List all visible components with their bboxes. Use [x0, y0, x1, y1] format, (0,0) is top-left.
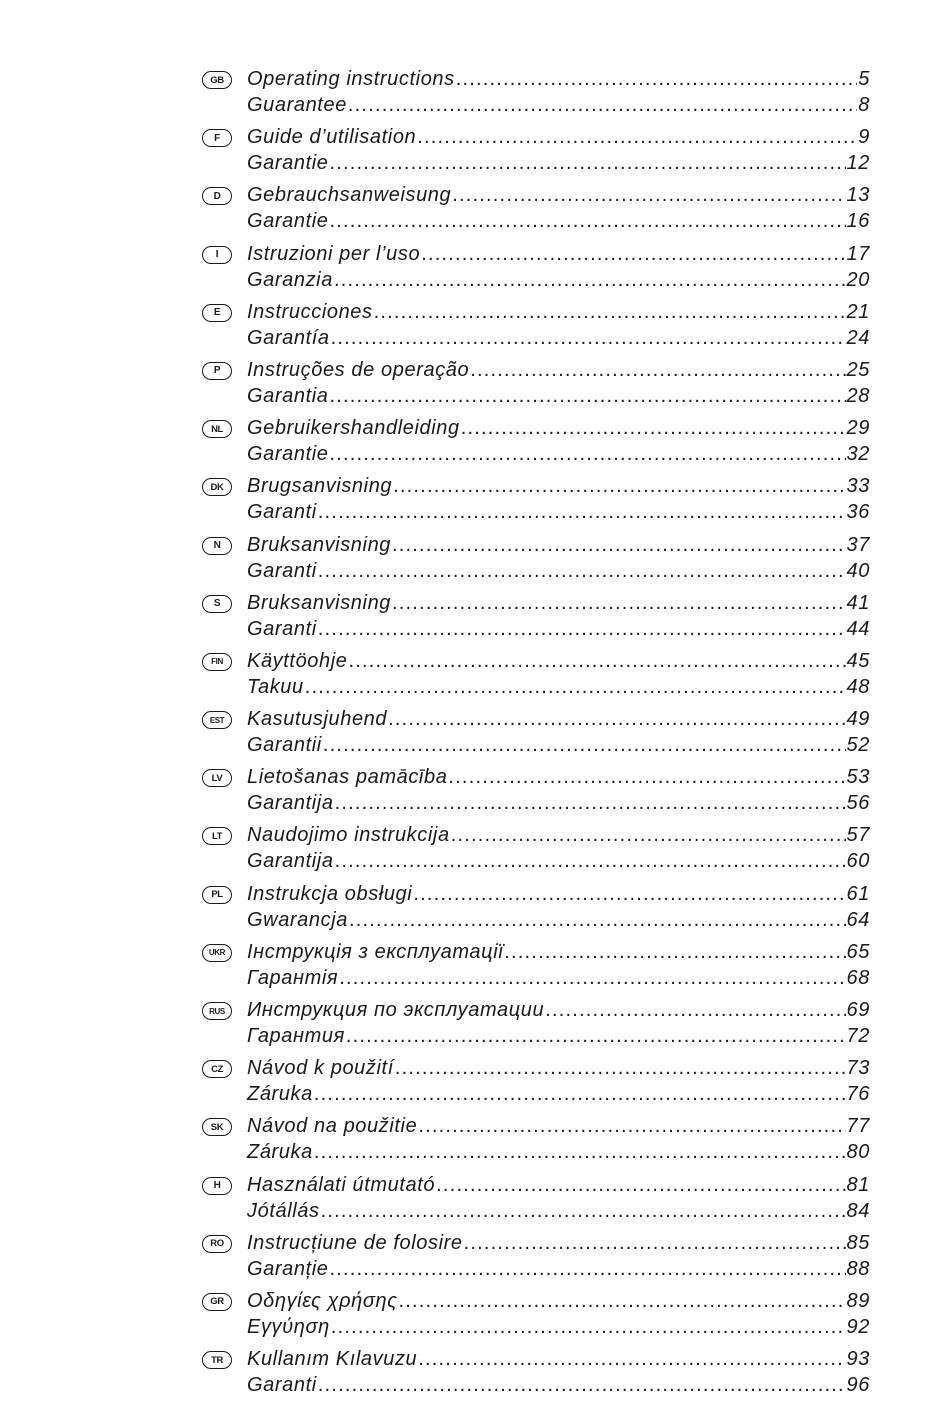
language-badge: DK	[202, 478, 232, 496]
guarantee-title: Záruka	[247, 1141, 313, 1164]
guarantee-line[interactable]	[247, 792, 870, 818]
guarantee-title: Garantii	[247, 734, 322, 757]
instructions-title: Használati útmutató	[247, 1173, 436, 1196]
instructions-page-number: 5	[858, 68, 870, 90]
instructions-page-number: 69	[846, 999, 870, 1021]
instructions-title: Návod na použitie	[247, 1115, 418, 1138]
dot-leader	[392, 534, 846, 557]
guarantee-page-number: 56	[846, 792, 870, 815]
instructions-title: Gebruikershandleiding	[247, 417, 460, 440]
guarantee-line[interactable]	[247, 909, 870, 935]
instructions-title: Інструкція з експлуатації	[247, 940, 504, 963]
guarantee-title: Gwarancja	[247, 908, 348, 931]
guarantee-page-number: 60	[846, 850, 870, 873]
dot-leader	[335, 792, 846, 815]
instructions-page-number: 81	[846, 1173, 870, 1196]
language-badge: LT	[202, 827, 232, 845]
dot-leader	[374, 301, 846, 324]
dot-leader	[395, 1057, 846, 1080]
guarantee-line[interactable]	[247, 501, 870, 527]
guarantee-page-number: 32	[846, 443, 870, 466]
guarantee-title: Guarantee	[247, 94, 347, 116]
instructions-line[interactable]	[247, 708, 870, 734]
guarantee-title: Garantía	[247, 326, 330, 349]
instructions-line[interactable]	[247, 359, 870, 385]
language-badge: S	[202, 595, 232, 613]
instructions-line[interactable]	[247, 1348, 870, 1374]
toc-entry	[200, 706, 870, 764]
instructions-page-number: 21	[846, 300, 870, 323]
instructions-line[interactable]	[247, 475, 870, 501]
dot-leader	[339, 967, 845, 990]
guarantee-page-number: 76	[846, 1083, 870, 1106]
language-badge: UKR	[202, 944, 232, 962]
instructions-title: Kullanım Kılavuzu	[247, 1348, 418, 1371]
dot-leader	[393, 475, 845, 498]
dot-leader	[448, 766, 845, 789]
language-badge: N	[202, 537, 232, 555]
dot-leader	[349, 650, 846, 673]
guarantee-page-number: 8	[858, 94, 870, 116]
instructions-page-number: 61	[846, 882, 870, 905]
dot-leader	[330, 210, 846, 233]
language-badge: PL	[202, 886, 232, 904]
dot-leader	[318, 618, 846, 641]
guarantee-page-number: 72	[846, 1025, 870, 1047]
instructions-title: Instrukcja obsługi	[247, 882, 413, 905]
guarantee-line[interactable]	[247, 1200, 870, 1226]
instructions-line[interactable]	[247, 650, 870, 676]
instructions-title: Gebrauchsanweisung	[247, 184, 452, 207]
dot-leader	[451, 824, 846, 847]
guarantee-title: Garantija	[247, 850, 334, 873]
language-badge: I	[202, 246, 232, 264]
instructions-title: Návod k použití	[247, 1057, 394, 1080]
instructions-page-number: 29	[846, 417, 870, 440]
table-of-contents	[200, 66, 870, 1404]
language-badge: EST	[202, 711, 232, 729]
instructions-title: Brugsanvisning	[247, 475, 393, 498]
guarantee-page-number: 36	[846, 501, 870, 524]
guarantee-title: Garanzia	[247, 268, 333, 291]
instructions-line[interactable]	[247, 999, 870, 1025]
toc-entry	[200, 124, 870, 182]
instructions-page-number: 85	[846, 1231, 870, 1254]
guarantee-line[interactable]	[247, 1316, 870, 1342]
instructions-page-number: 9	[858, 126, 870, 149]
toc-entry	[200, 1172, 870, 1230]
guarantee-page-number: 64	[846, 908, 870, 931]
instructions-page-number: 53	[846, 766, 870, 789]
guarantee-page-number: 28	[846, 384, 870, 407]
toc-entry	[200, 473, 870, 531]
guarantee-title: Takuu	[247, 675, 304, 698]
instructions-line[interactable]	[247, 883, 870, 909]
guarantee-line[interactable]	[247, 385, 870, 411]
dot-leader	[436, 1174, 845, 1197]
dot-leader	[314, 1083, 846, 1106]
instructions-line[interactable]	[247, 417, 870, 443]
language-badge: F	[202, 129, 232, 147]
guarantee-title: Záruka	[247, 1083, 313, 1106]
instructions-line[interactable]	[247, 1174, 870, 1200]
instructions-page-number: 45	[846, 649, 870, 672]
instructions-title: Guide d’utilisation	[247, 126, 417, 149]
instructions-title: Operating instructions	[247, 68, 455, 90]
language-badge: NL	[202, 420, 232, 438]
guarantee-page-number: 16	[846, 210, 870, 233]
instructions-page-number: 65	[846, 940, 870, 963]
toc-entry	[200, 415, 870, 473]
language-badge: FIN	[202, 653, 232, 671]
toc-entry	[200, 1113, 870, 1171]
instructions-line[interactable]	[247, 126, 870, 152]
dot-leader	[314, 1141, 846, 1164]
dot-leader	[413, 883, 845, 906]
toc-entry	[200, 299, 870, 357]
guarantee-title: Garantie	[247, 443, 329, 466]
guarantee-title: Εγγύηση	[247, 1315, 330, 1338]
language-badge: GB	[202, 71, 232, 89]
instructions-title: Käyttöohje	[247, 649, 348, 672]
toc-entry	[200, 590, 870, 648]
language-badge: E	[202, 304, 232, 322]
instructions-page-number: 49	[846, 708, 870, 731]
toc-entry	[200, 997, 870, 1055]
instructions-line[interactable]	[247, 68, 870, 94]
guarantee-line[interactable]	[247, 327, 870, 353]
dot-leader	[331, 1316, 846, 1339]
instructions-title: Lietošanas pamācība	[247, 766, 448, 789]
instructions-title: Istruzioni per l’uso	[247, 242, 421, 265]
guarantee-line[interactable]	[247, 1374, 870, 1400]
instructions-title: Bruksanvisning	[247, 591, 392, 614]
instructions-page-number: 89	[846, 1289, 870, 1312]
instructions-title: Kasutusjuhend	[247, 708, 388, 731]
dot-leader	[452, 184, 845, 207]
guarantee-page-number: 88	[846, 1257, 870, 1280]
dot-leader	[331, 327, 846, 350]
guarantee-line[interactable]	[247, 967, 870, 993]
toc-entry	[200, 1230, 870, 1288]
instructions-line[interactable]	[247, 1115, 870, 1141]
instructions-title: Οδηγίες χρήσης	[247, 1289, 398, 1312]
guarantee-line[interactable]	[247, 443, 870, 469]
instructions-page-number: 37	[846, 533, 870, 556]
guarantee-line[interactable]	[247, 850, 870, 876]
language-badge: H	[202, 1177, 232, 1195]
dot-leader	[348, 94, 857, 117]
guarantee-page-number: 24	[846, 326, 870, 349]
guarantee-page-number: 84	[846, 1199, 870, 1222]
instructions-line[interactable]	[247, 1290, 870, 1316]
instructions-line[interactable]	[247, 766, 870, 792]
guarantee-title: Garanti	[247, 559, 317, 582]
guarantee-line[interactable]	[247, 618, 870, 644]
instructions-page-number: 17	[846, 242, 870, 265]
language-badge: GR	[202, 1293, 232, 1311]
dot-leader	[392, 592, 846, 615]
dot-leader	[335, 850, 846, 873]
guarantee-line[interactable]	[247, 1258, 870, 1284]
dot-leader	[330, 1258, 846, 1281]
guarantee-line[interactable]	[247, 1141, 870, 1167]
guarantee-line[interactable]	[247, 1083, 870, 1109]
dot-leader	[504, 941, 845, 964]
language-badge: TR	[202, 1351, 232, 1369]
dot-leader	[399, 1290, 846, 1313]
guarantee-page-number: 92	[846, 1315, 870, 1338]
dot-leader	[349, 909, 846, 932]
instructions-line[interactable]	[247, 941, 870, 967]
toc-entry	[200, 881, 870, 939]
dot-leader	[346, 1025, 846, 1048]
toc-entry	[200, 532, 870, 590]
guarantee-line[interactable]	[247, 734, 870, 760]
instructions-title: Naudojimo instrukcija	[247, 824, 450, 847]
guarantee-title: Jótállás	[247, 1199, 320, 1222]
guarantee-line[interactable]	[247, 94, 870, 120]
instructions-line[interactable]	[247, 824, 870, 850]
dot-leader	[461, 417, 846, 440]
guarantee-line[interactable]	[247, 210, 870, 236]
dot-leader	[305, 676, 846, 699]
dot-leader	[421, 243, 845, 266]
language-badge: RUS	[202, 1002, 232, 1020]
toc-entry	[200, 939, 870, 997]
instructions-line[interactable]	[247, 1057, 870, 1083]
toc-entry	[200, 1346, 870, 1404]
guarantee-line[interactable]	[247, 269, 870, 295]
language-badge: CZ	[202, 1060, 232, 1078]
instructions-page-number: 25	[846, 358, 870, 381]
dot-leader	[330, 385, 846, 408]
dot-leader	[330, 443, 846, 466]
dot-leader	[545, 999, 845, 1022]
dot-leader	[318, 501, 846, 524]
toc-entry	[200, 241, 870, 299]
dot-leader	[470, 359, 845, 382]
toc-entry	[200, 1288, 870, 1346]
language-badge: P	[202, 362, 232, 380]
instructions-page-number: 77	[846, 1115, 870, 1138]
instructions-title: Bruksanvisning	[247, 533, 392, 556]
toc-entry	[200, 182, 870, 240]
guarantee-title: Garantija	[247, 792, 334, 815]
instructions-line[interactable]	[247, 301, 870, 327]
guarantee-page-number: 96	[846, 1374, 870, 1397]
toc-entry	[200, 1055, 870, 1113]
dot-leader	[323, 734, 846, 757]
guarantee-title: Garantia	[247, 384, 329, 407]
instructions-title: Instruções de operação	[247, 358, 470, 381]
guarantee-title: Гарантия	[247, 1025, 345, 1047]
guarantee-page-number: 80	[846, 1141, 870, 1164]
instructions-page-number: 33	[846, 475, 870, 498]
dot-leader	[464, 1232, 846, 1255]
dot-leader	[417, 126, 857, 149]
dot-leader	[321, 1200, 846, 1223]
language-badge: LV	[202, 769, 232, 787]
instructions-page-number: 73	[846, 1057, 870, 1080]
guarantee-line[interactable]	[247, 560, 870, 586]
instructions-page-number: 57	[846, 824, 870, 847]
dot-leader	[418, 1115, 845, 1138]
guarantee-line[interactable]	[247, 676, 870, 702]
guarantee-title: Garanție	[247, 1257, 329, 1280]
dot-leader	[334, 269, 846, 292]
guarantee-title: Garanti	[247, 617, 317, 640]
instructions-line[interactable]	[247, 243, 870, 269]
guarantee-page-number: 52	[846, 734, 870, 757]
instructions-page-number: 41	[846, 591, 870, 614]
language-badge: RO	[202, 1235, 232, 1253]
dot-leader	[388, 708, 845, 731]
guarantee-title: Garanti	[247, 501, 317, 524]
guarantee-page-number: 40	[846, 559, 870, 582]
instructions-title: Instrucțiune de folosire	[247, 1231, 463, 1254]
guarantee-page-number: 12	[846, 152, 870, 175]
guarantee-page-number: 20	[846, 268, 870, 291]
guarantee-title: Garanti	[247, 1374, 317, 1397]
guarantee-page-number: 68	[846, 966, 870, 989]
guarantee-title: Garantie	[247, 152, 329, 175]
guarantee-page-number: 44	[846, 617, 870, 640]
instructions-line[interactable]	[247, 534, 870, 560]
dot-leader	[418, 1348, 845, 1371]
toc-entry	[200, 648, 870, 706]
instructions-page-number: 93	[846, 1348, 870, 1371]
toc-entry	[200, 822, 870, 880]
dot-leader	[318, 560, 846, 583]
guarantee-page-number: 48	[846, 675, 870, 698]
toc-entry	[200, 66, 870, 124]
instructions-line[interactable]	[247, 592, 870, 618]
guarantee-line[interactable]	[247, 152, 870, 178]
guarantee-line[interactable]	[247, 1025, 870, 1051]
guarantee-title: Garantie	[247, 210, 329, 233]
instructions-title: Instrucciones	[247, 300, 373, 323]
dot-leader	[456, 68, 858, 91]
instructions-page-number: 13	[846, 184, 870, 207]
dot-leader	[318, 1374, 846, 1397]
instructions-line[interactable]	[247, 184, 870, 210]
guarantee-title: Гарантія	[247, 966, 339, 989]
language-badge: SK	[202, 1118, 232, 1136]
instructions-line[interactable]	[247, 1232, 870, 1258]
toc-entry	[200, 764, 870, 822]
instructions-title: Инструкция по эксплуатации	[247, 999, 545, 1021]
language-badge: D	[202, 187, 232, 205]
dot-leader	[330, 152, 846, 175]
toc-entry	[200, 357, 870, 415]
